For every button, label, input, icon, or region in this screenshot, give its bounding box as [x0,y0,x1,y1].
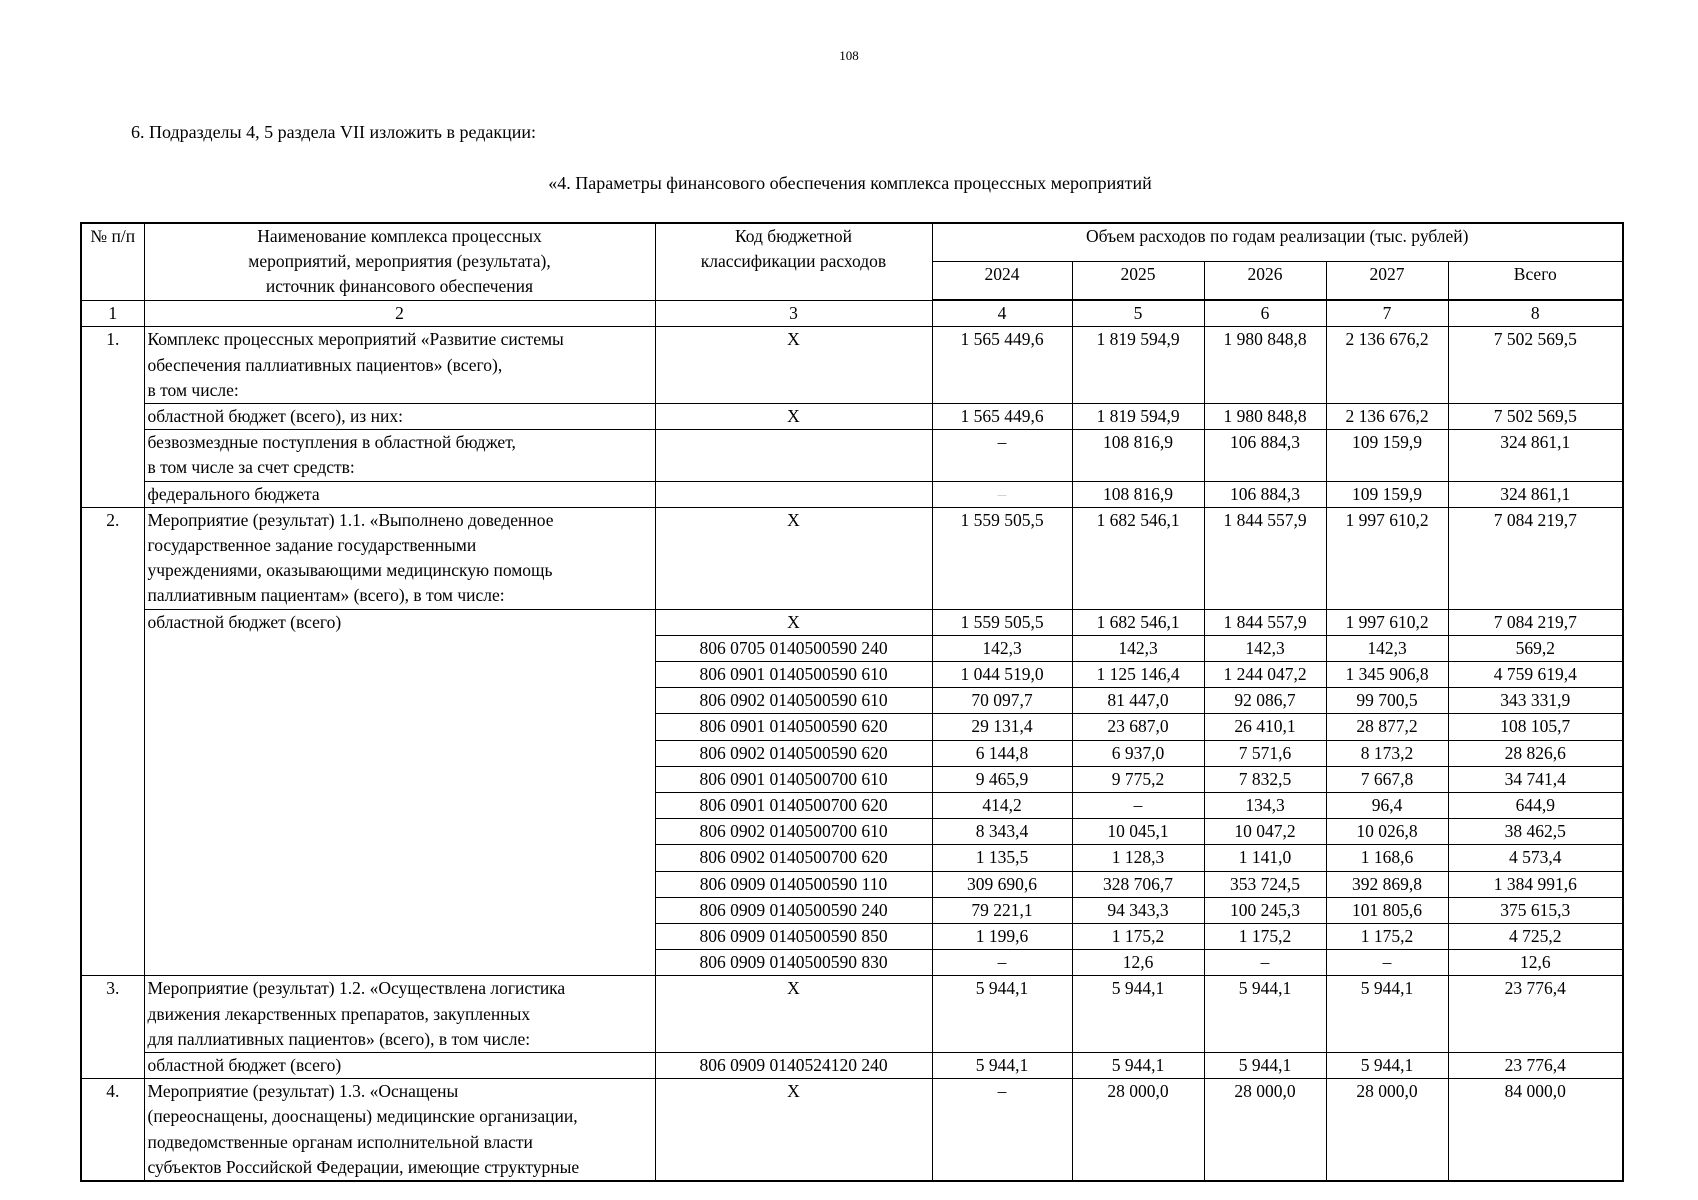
value-2027: 2 136 676,2 [1326,403,1448,429]
value-total: 7 084 219,7 [1448,507,1623,609]
value-2026: 1 244 047,2 [1204,661,1326,687]
table-row [81,327,1623,404]
value-2025: 9 775,2 [1072,766,1204,792]
value-2027: 10 026,8 [1326,819,1448,845]
row-code: 806 0909 0140524120 240 [655,1053,932,1079]
value-2027: 101 805,6 [1326,897,1448,923]
row-code [655,430,932,481]
header-num: № п/п [81,223,144,300]
value-2024: 1 559 505,5 [932,507,1072,609]
table-row [81,507,1623,609]
header-year: 2027 [1326,262,1448,301]
value-total: 375 615,3 [1448,897,1623,923]
value-2026: 100 245,3 [1204,897,1326,923]
value-2024: 6 144,8 [932,740,1072,766]
value-total: 569,2 [1448,635,1623,661]
value-2025: 328 706,7 [1072,871,1204,897]
row-code: Х [655,507,932,609]
header-year: 2026 [1204,262,1326,301]
value-total: 7 502 569,5 [1448,403,1623,429]
value-2027: 109 159,9 [1326,430,1448,481]
value-2024: 414,2 [932,792,1072,818]
column-number: 1 [81,300,144,327]
header-volume: Объем расходов по годам реализации (тыс. рублей) [932,223,1623,262]
row-code: Х [655,327,932,404]
row-code: 806 0901 0140500700 620 [655,792,932,818]
value-total: 84 000,0 [1448,1079,1623,1181]
value-2025: 23 687,0 [1072,714,1204,740]
row-code: Х [655,609,932,635]
value-2025: 1 819 594,9 [1072,327,1204,404]
value-2026: 5 944,1 [1204,976,1326,1053]
value-2025: 108 816,9 [1072,430,1204,481]
row-label: федерального бюджета [144,481,655,507]
column-number: 6 [1204,300,1326,327]
value-2026: 1 980 848,8 [1204,327,1326,404]
row-code: 806 0902 0140500700 620 [655,845,932,871]
value-2024: 1 044 519,0 [932,661,1072,687]
row-number: 3. [81,976,144,1079]
page-number: 108 [839,48,859,63]
value-total: 4 725,2 [1448,923,1623,949]
row-label: областной бюджет (всего) [144,1053,655,1079]
row-label: Комплекс процессных мероприятий «Развитие системы обеспечения паллиативных пациентов» (всего), в том числе: [144,327,655,404]
row-label: безвозмездные поступления в областной бюджет, в том числе за счет средств: [144,430,655,481]
value-total: 34 741,4 [1448,766,1623,792]
value-total: 38 462,5 [1448,819,1623,845]
value-total: 28 826,6 [1448,740,1623,766]
value-2024: – [932,950,1072,976]
value-2025: 28 000,0 [1072,1079,1204,1181]
row-code: 806 0901 0140500590 610 [655,661,932,687]
header-code: Код бюджетной классификации расходов [655,223,932,300]
value-2027: 109 159,9 [1326,481,1448,507]
value-total: 1 384 991,6 [1448,871,1623,897]
intro-paragraph: 6. Подразделы 4, 5 раздела VII изложить в редакции: [131,122,536,142]
value-2025: 108 816,9 [1072,481,1204,507]
value-2024: 8 343,4 [932,819,1072,845]
row-label: областной бюджет (всего), из них: [144,403,655,429]
value-2025: 1 819 594,9 [1072,403,1204,429]
value-2025: 1 128,3 [1072,845,1204,871]
value-2027: 28 877,2 [1326,714,1448,740]
value-2024: 309 690,6 [932,871,1072,897]
value-2027: 8 173,2 [1326,740,1448,766]
column-number: 8 [1448,300,1623,327]
column-number: 3 [655,300,932,327]
value-2026: 7 571,6 [1204,740,1326,766]
value-total: 324 861,1 [1448,481,1623,507]
table-row [81,1053,1623,1079]
value-2024: – [932,481,1072,507]
value-2024: 5 944,1 [932,1053,1072,1079]
value-2027: 1 175,2 [1326,923,1448,949]
value-2024: 1 565 449,6 [932,403,1072,429]
value-2024: – [932,430,1072,481]
value-2024: 1 565 449,6 [932,327,1072,404]
row-code: 806 0902 0140500590 620 [655,740,932,766]
column-number: 5 [1072,300,1204,327]
value-2025: 5 944,1 [1072,976,1204,1053]
value-2025: – [1072,792,1204,818]
value-2026: 26 410,1 [1204,714,1326,740]
value-2027: 96,4 [1326,792,1448,818]
value-total: 23 776,4 [1448,976,1623,1053]
row-code: 806 0902 0140500590 610 [655,688,932,714]
row-label: Мероприятие (результат) 1.3. «Оснащены (переоснащены, дооснащены) медицинские организации, подведомственные органам исполнительной власти субъектов Российской Федерации, имеющие структурные [144,1079,655,1181]
value-2026: 5 944,1 [1204,1053,1326,1079]
value-2024: 79 221,1 [932,897,1072,923]
value-2027: 1 997 610,2 [1326,609,1448,635]
column-number-row [81,300,1623,327]
table-row [81,1079,1623,1181]
value-2024: 5 944,1 [932,976,1072,1053]
value-2027: 5 944,1 [1326,1053,1448,1079]
value-total: 4 573,4 [1448,845,1623,871]
value-2026: 10 047,2 [1204,819,1326,845]
value-2025: 81 447,0 [1072,688,1204,714]
value-2027: 7 667,8 [1326,766,1448,792]
value-2024: 1 199,6 [932,923,1072,949]
value-2025: 1 682 546,1 [1072,507,1204,609]
value-2026: 142,3 [1204,635,1326,661]
header-total: Всего [1448,262,1623,301]
header-year: 2024 [932,262,1072,301]
row-number: 1. [81,327,144,507]
value-2027: 99 700,5 [1326,688,1448,714]
table-row [81,430,1623,481]
row-number: 4. [81,1079,144,1181]
value-2026: 106 884,3 [1204,430,1326,481]
value-total: 343 331,9 [1448,688,1623,714]
value-total: 324 861,1 [1448,430,1623,481]
value-2027: 1 997 610,2 [1326,507,1448,609]
value-2026: 1 980 848,8 [1204,403,1326,429]
value-2026: 7 832,5 [1204,766,1326,792]
value-total: 644,9 [1448,792,1623,818]
row-code: 806 0901 0140500590 620 [655,714,932,740]
value-2025: 142,3 [1072,635,1204,661]
value-2026: – [1204,950,1326,976]
value-2024: 70 097,7 [932,688,1072,714]
value-2027: 392 869,8 [1326,871,1448,897]
row-label: Мероприятие (результат) 1.1. «Выполнено доведенное государственное задание государственными учреждениями, оказывающими медицинскую помощь паллиативным пациентам» (всего), в том числе: [144,507,655,609]
financing-table [80,222,1624,1182]
table-row [81,481,1623,507]
value-2026: 92 086,7 [1204,688,1326,714]
value-2027: 5 944,1 [1326,976,1448,1053]
row-code: 806 0909 0140500590 850 [655,923,932,949]
value-total: 108 105,7 [1448,714,1623,740]
value-total: 4 759 619,4 [1448,661,1623,687]
value-2024: 29 131,4 [932,714,1072,740]
value-2025: 5 944,1 [1072,1053,1204,1079]
column-number: 2 [144,300,655,327]
column-number: 4 [932,300,1072,327]
value-2024: 9 465,9 [932,766,1072,792]
column-number: 7 [1326,300,1448,327]
value-2024: – [932,1079,1072,1181]
value-2025: 94 343,3 [1072,897,1204,923]
value-2025: 10 045,1 [1072,819,1204,845]
value-2026: 1 175,2 [1204,923,1326,949]
value-2025: 6 937,0 [1072,740,1204,766]
value-2026: 106 884,3 [1204,481,1326,507]
value-2026: 134,3 [1204,792,1326,818]
value-total: 23 776,4 [1448,1053,1623,1079]
value-2025: 1 682 546,1 [1072,609,1204,635]
row-code [655,481,932,507]
value-2027: 1 345 906,8 [1326,661,1448,687]
header-year: 2025 [1072,262,1204,301]
row-code: Х [655,976,932,1053]
row-label: Мероприятие (результат) 1.2. «Осуществлена логистика движения лекарственных препаратов, закупленных для паллиативных пациентов» (всего), в том числе: [144,976,655,1053]
value-total: 7 502 569,5 [1448,327,1623,404]
row-code: 806 0902 0140500700 610 [655,819,932,845]
value-2027: 2 136 676,2 [1326,327,1448,404]
value-2026: 28 000,0 [1204,1079,1326,1181]
header-name: Наименование комплекса процессных мероприятий, мероприятия (результата), источник финансового обеспечения [144,223,655,300]
row-code: 806 0901 0140500700 610 [655,766,932,792]
row-code: 806 0909 0140500590 830 [655,950,932,976]
value-2027: – [1326,950,1448,976]
row-number: 2. [81,507,144,976]
value-2025: 12,6 [1072,950,1204,976]
row-code: 806 0705 0140500590 240 [655,635,932,661]
value-2024: 1 135,5 [932,845,1072,871]
value-2027: 142,3 [1326,635,1448,661]
value-total: 12,6 [1448,950,1623,976]
value-2027: 28 000,0 [1326,1079,1448,1181]
value-2024: 1 559 505,5 [932,609,1072,635]
value-2025: 1 125 146,4 [1072,661,1204,687]
table-row [81,403,1623,429]
header-row-1 [81,223,1623,262]
value-2026: 353 724,5 [1204,871,1326,897]
value-total: 7 084 219,7 [1448,609,1623,635]
value-2026: 1 141,0 [1204,845,1326,871]
value-2026: 1 844 557,9 [1204,507,1326,609]
table-title: «4. Параметры финансового обеспечения комплекса процессных мероприятий [548,173,1152,193]
value-2025: 1 175,2 [1072,923,1204,949]
table-row [81,976,1623,1053]
row-code: Х [655,403,932,429]
row-code: 806 0909 0140500590 240 [655,897,932,923]
row-code: Х [655,1079,932,1181]
table-row [81,609,1623,635]
value-2026: 1 844 557,9 [1204,609,1326,635]
value-2027: 1 168,6 [1326,845,1448,871]
row-code: 806 0909 0140500590 110 [655,871,932,897]
row-label: областной бюджет (всего) [144,609,655,976]
value-2024: 142,3 [932,635,1072,661]
